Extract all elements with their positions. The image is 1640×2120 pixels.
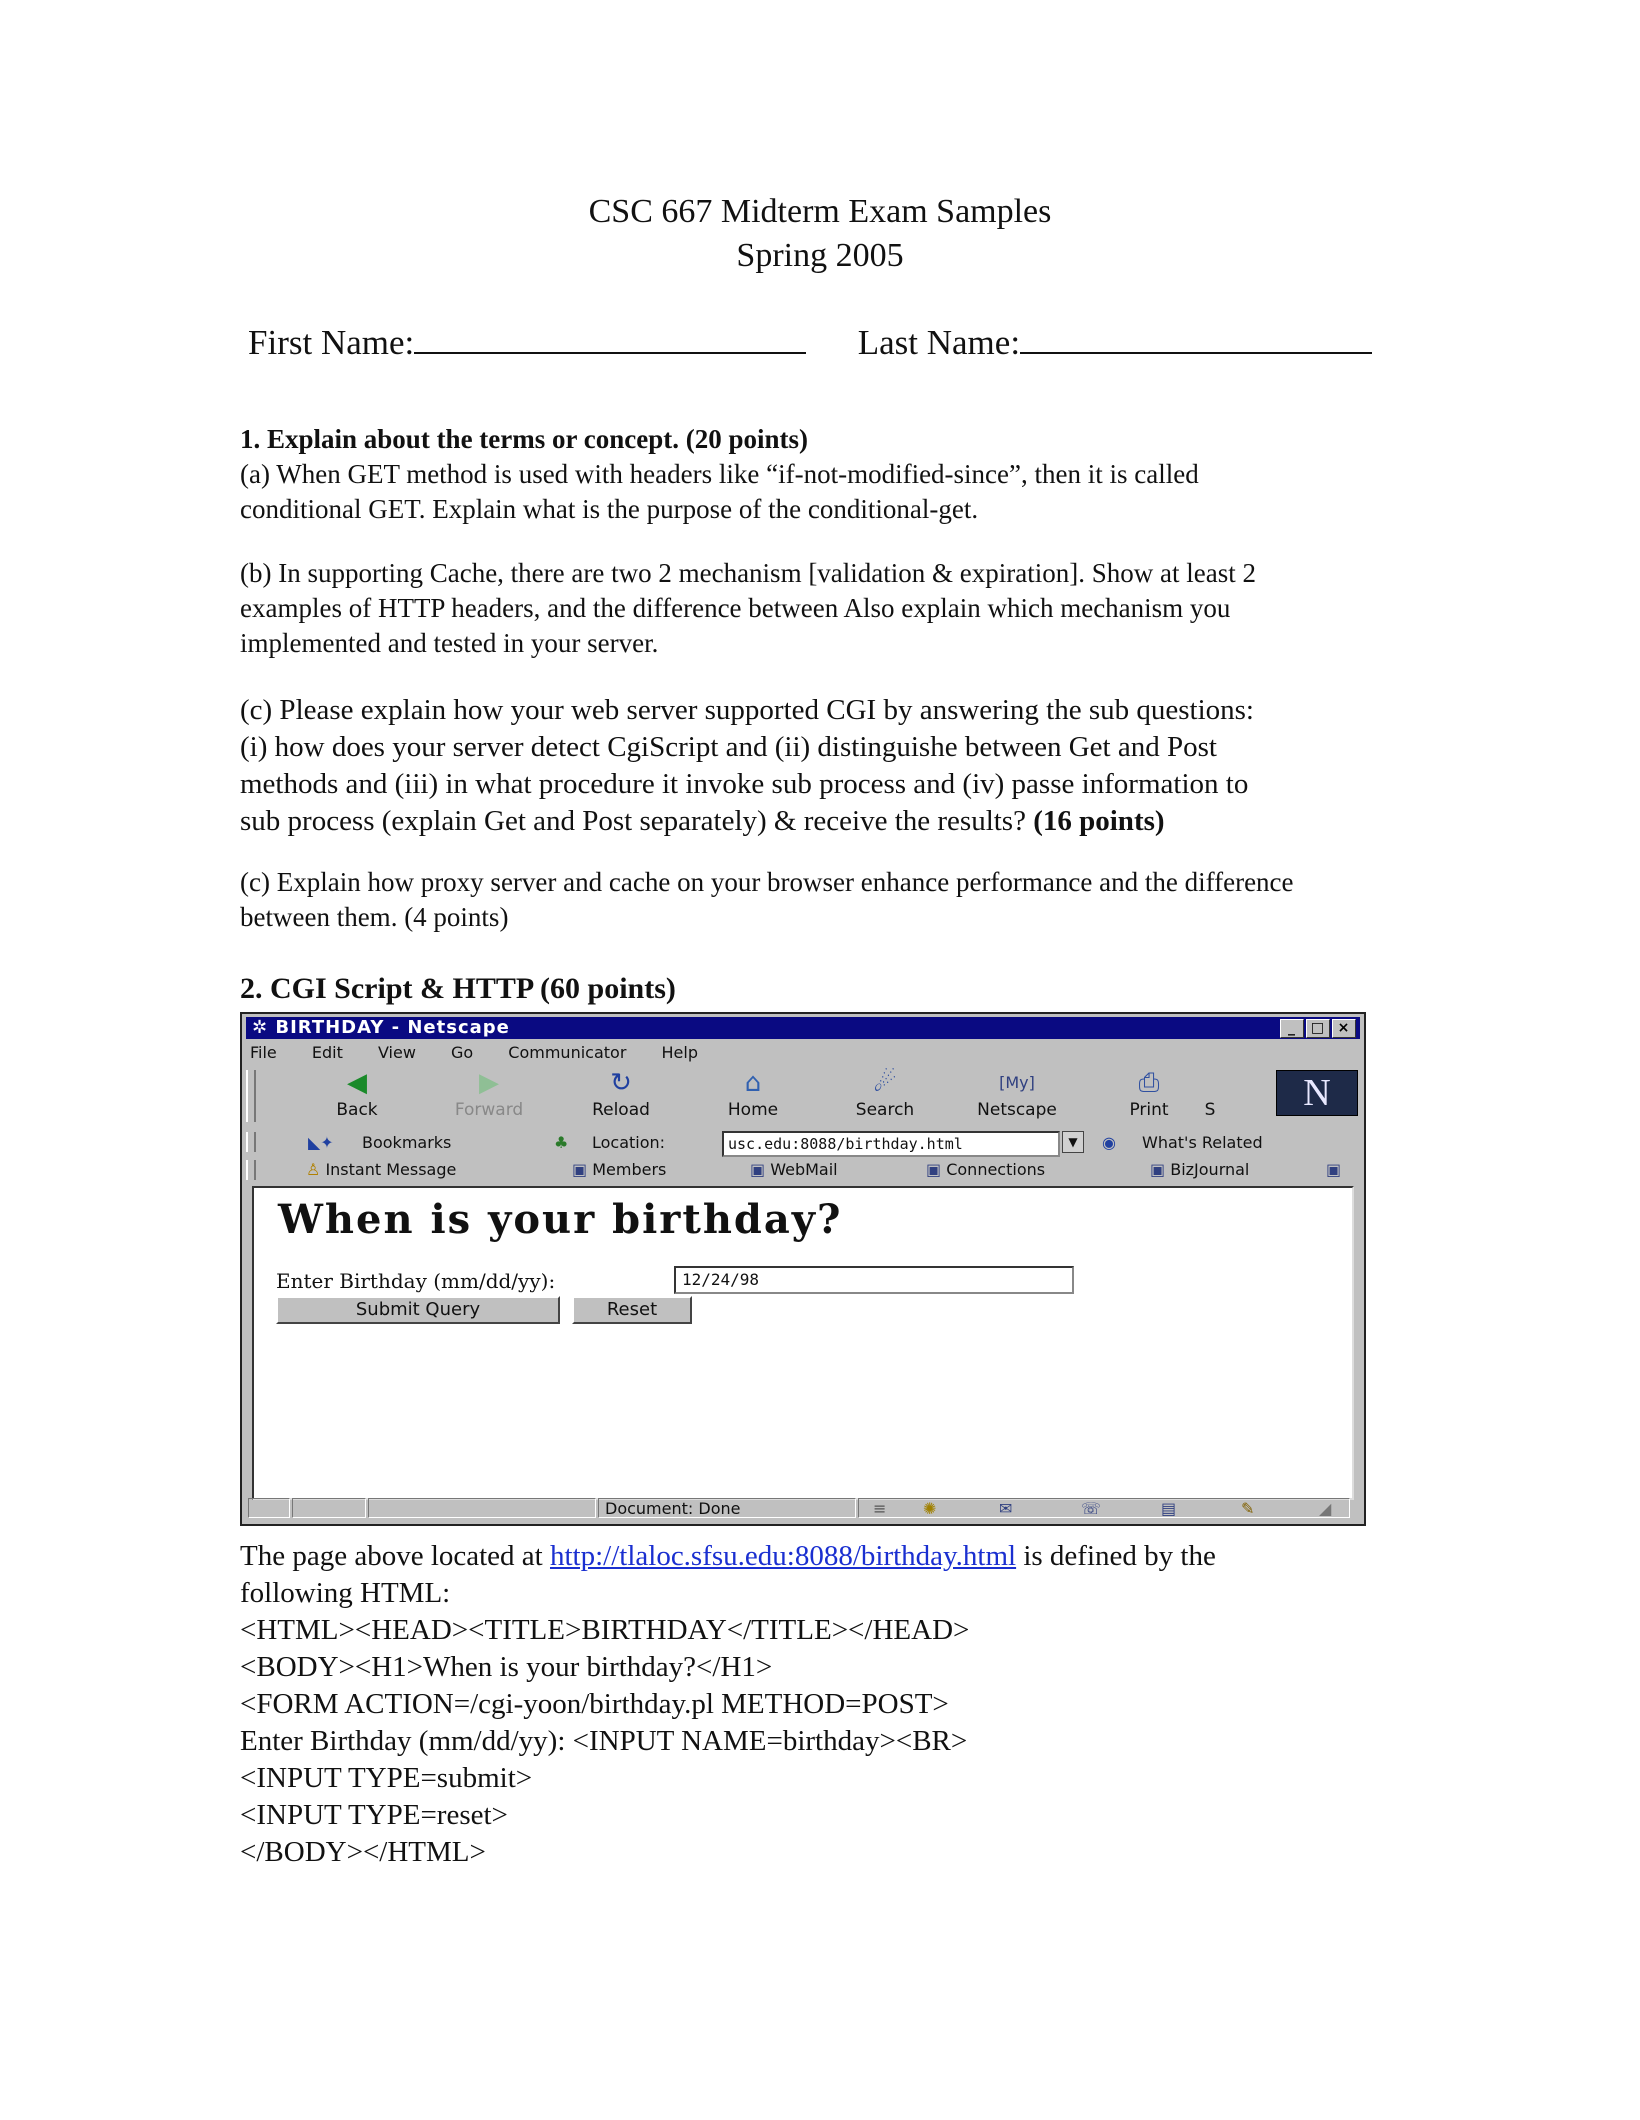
html-description: The page above located at http://tlaloc.sfsu.edu:8088/birthday.html is defined by the following HTML: <HTML><HEAD><TITLE>BIRTHDAY</TITLE></HEAD> <BODY><H1>When is your birthday?</H1> <FORM ACTION=/cgi-yoon/birthday.pl METHOD=POST> Enter Birthday (mm/dd/yy): <INPUT NAME=birthday><BR> <INPUT TYPE=submit> <INPUT TYPE=reset> </BODY></HTML> [240,1538,1420,1871]
q1b-line: (b) In supporting Cache, there are two 2 mechanism [validation & expiration]. Show at least 2 [240,558,1256,588]
members-button[interactable]: ▣ Members [572,1160,667,1179]
bookmark-icon[interactable]: ◣✦ [308,1133,334,1152]
print-icon: ⎙ [1138,1068,1160,1098]
reload-icon: ↻ [610,1068,632,1098]
toolbar-grip[interactable] [246,1070,256,1122]
menu-edit[interactable]: Edit [311,1043,343,1062]
print-button[interactable]: ⎙ Print [1094,1066,1204,1120]
my-netscape-icon: [My] [999,1073,1035,1092]
security-button[interactable]: S [1204,1100,1216,1120]
birthday-input[interactable]: 12/24/98 [674,1266,1074,1294]
menu-bar [250,1043,728,1062]
q1a-line: conditional GET. Explain what is the purpose of the conditional-get. [240,494,979,524]
bookmark-folder-icon: ▣ [572,1160,588,1179]
code-line: <FORM ACTION=/cgi-yoon/birthday.pl METHOD=POST> [240,1688,949,1720]
q2-heading: 2. CGI Script & HTTP (60 points) [240,972,676,1005]
netscape-icon: ✲ [252,1017,276,1038]
menu-go[interactable]: Go [451,1043,474,1062]
chevron-down-icon[interactable]: ▼ [1062,1131,1084,1153]
reload-button[interactable]: ↻ Reload [566,1066,676,1120]
search-icon: ☄ [873,1068,897,1098]
location-input[interactable]: usc.edu:8088/birthday.html [722,1131,1060,1157]
q1c-line: methods and (iii) in what procedure it invoke sub process and (iv) passe information to [240,768,1249,800]
page-heading: When is your birthday? [278,1196,843,1243]
personal-grip[interactable] [246,1160,256,1180]
component-icon[interactable]: ≡ [873,1499,887,1518]
newsgroup-icon[interactable]: ☏ [1081,1499,1102,1518]
netscape-logo-icon: N [1276,1070,1358,1116]
person-icon: ♙ [306,1160,321,1179]
forward-button[interactable]: ▶ Forward [434,1066,544,1120]
status-text: Document: Done [598,1498,856,1518]
composer-icon[interactable]: ✎ [1241,1499,1255,1518]
status-bar [248,1498,1356,1518]
location-bar [262,1131,1352,1157]
submit-query-button[interactable]: Submit Query [276,1296,560,1324]
exam-title: CSC 667 Midterm Exam Samples [588,193,1052,230]
code-line: <HTML><HEAD><TITLE>BIRTHDAY</TITLE></HEAD> [240,1614,970,1646]
forward-arrow-icon: ▶ [479,1068,499,1098]
exam-term: Spring 2005 [736,237,904,274]
q1b-line: examples of HTTP headers, and the difference between Also explain which mechanism you [240,593,1231,623]
bookmark-folder-icon: ▣ [926,1160,942,1179]
bookmarks-button[interactable]: Bookmarks [362,1133,452,1152]
code-line: <BODY><H1>When is your birthday?</H1> [240,1651,773,1683]
q1a-line: (a) When GET method is used with headers like “if-not-modified-since”, then it is called [240,459,1199,489]
menu-view[interactable]: View [377,1043,416,1062]
instant-message-button[interactable]: ♙ Instant Message [306,1160,457,1179]
q1c-points: (16 points) [1033,805,1165,837]
first-name-label: First Name: [248,323,415,362]
code-line: <INPUT TYPE=reset> [240,1799,508,1831]
q1c-line: (c) Please explain how your web server supported CGI by answering the sub questions: [240,694,1254,726]
browser-content [252,1186,1354,1500]
location-grip[interactable] [246,1132,256,1152]
mail-icon[interactable]: ✉ [999,1499,1013,1518]
birthday-link[interactable]: http://tlaloc.sfsu.edu:8088/birthday.html [549,1540,1017,1572]
close-icon[interactable]: × [1332,1019,1356,1038]
q1c-line: (i) how does your server detect CgiScript and (ii) distinguishe between Get and Post [240,731,1217,763]
q1-heading: 1. Explain about the terms or concept. (20 points) [240,424,809,454]
navigator-icon[interactable]: ✺ [923,1499,937,1518]
connections-button[interactable]: ▣ Connections [926,1160,1046,1179]
name-fields [248,318,1372,363]
back-button[interactable]: ◀ Back [302,1066,412,1120]
bizjournal-button[interactable]: ▣ BizJournal [1150,1160,1250,1179]
whats-related-button[interactable]: What's Related [1142,1133,1263,1152]
component-bar [858,1498,1350,1518]
home-button[interactable]: ⌂ Home [698,1066,808,1120]
birthday-label: Enter Birthday (mm/dd/yy): [276,1269,556,1293]
menu-communicator[interactable]: Communicator [508,1043,627,1062]
status-spacer [368,1498,596,1518]
q1d-line: between them. (4 points) [240,902,509,932]
progress-bar [292,1498,366,1518]
q1c-line: sub process (explain Get and Post separately) & receive the results? (16 points) [240,805,1165,837]
search-button[interactable]: ☄ Search [830,1066,940,1120]
code-line: <INPUT TYPE=submit> [240,1762,533,1794]
maximize-icon[interactable]: □ [1306,1019,1330,1038]
location-icon: ♣ [554,1133,569,1152]
reset-button[interactable]: Reset [572,1296,692,1324]
address-book-icon[interactable]: ▤ [1161,1499,1177,1518]
browser-window [240,1012,1366,1526]
bookmark-folder-icon: ▣ [1150,1160,1166,1179]
security-lock-icon[interactable] [248,1498,290,1518]
netscape-button[interactable]: [My] Netscape [962,1066,1072,1120]
navigation-toolbar [262,1066,1282,1128]
home-icon: ⌂ [744,1068,762,1098]
location-label: Location: [592,1133,666,1152]
menu-help[interactable]: Help [661,1043,698,1062]
browser-title: BIRTHDAY - Netscape [275,1017,510,1038]
personal-toolbar [262,1158,1352,1184]
browser-titlebar [246,1017,1360,1039]
q1d-line: (c) Explain how proxy server and cache on your browser enhance performance and the difference [240,867,1294,897]
first-name-blank [414,318,806,354]
question-1 [240,422,1420,935]
q1b-line: implemented and tested in your server. [240,628,659,658]
minimize-icon[interactable]: _ [1280,1019,1304,1038]
back-arrow-icon: ◀ [347,1068,367,1098]
webmail-button[interactable]: ▣ WebMail [750,1160,838,1179]
last-name-blank [1020,318,1372,354]
last-name-label: Last Name: [857,323,1021,362]
whats-related-icon: ◉ [1102,1133,1116,1152]
code-line: Enter Birthday (mm/dd/yy): <INPUT NAME=birthday><BR> [240,1725,968,1757]
code-line: </BODY></HTML> [240,1836,486,1868]
resize-grip-icon[interactable]: ◢ [1319,1499,1332,1518]
menu-file[interactable]: File [250,1043,277,1062]
bookmark-folder-icon: ▣ [750,1160,766,1179]
bookmark-folder-icon[interactable]: ▣ [1326,1160,1342,1179]
